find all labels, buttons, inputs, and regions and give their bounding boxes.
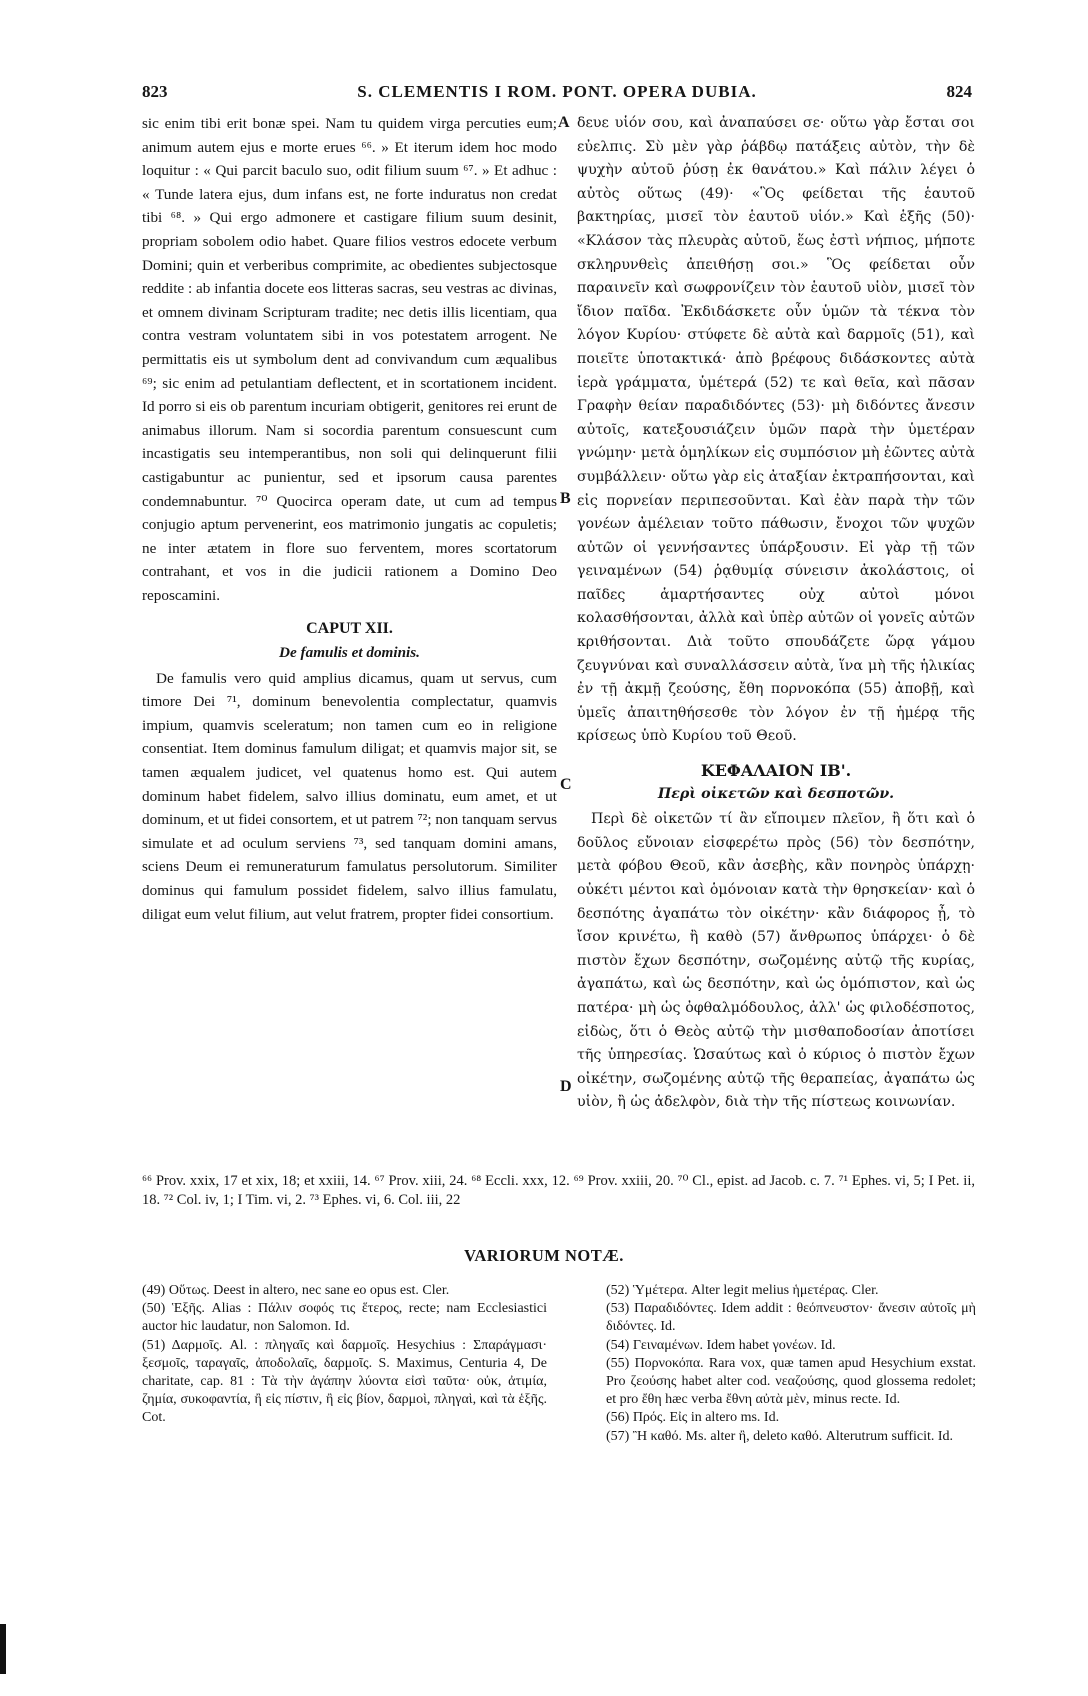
variorum-notes-left [142, 1282, 547, 1428]
variorum-notes-right [606, 1282, 976, 1446]
footnote-text: ⁶⁶ Prov. xxix, 17 et xix, 18; et xxiii, 14. ⁶⁷ Prov. xiii, 24. ⁶⁸ Eccli. xxx, 12. ⁶⁹ Prov. xxiii, 20. ⁷⁰ Cl., epist. ad Jacob. c. 7. ⁷¹ Ephes. vi, 5; I Pet. ii, 18. ⁷² Col. iv, 1; I Tim. vi, 2. ⁷³ Ephes. vi, 6. Col. iii, 22 [142, 1173, 975, 1208]
page-number-left: 823 [142, 82, 168, 101]
note-item: (57) Ἢ καθό. Ms. alter ἢ, deleto καθό. Alterutrum sufficit. Id. [606, 1428, 954, 1444]
latin-paragraph-2: De famulis vero quid amplius dicamus, quam ut servus, cum timore Dei ⁷¹, dominum benevolentia complectatur, quamvis impium, quamvis sceleratum; non tamen cum eo in religione consentiat. Item dominus famulum diligat; et quamvis major sit, se tamen æqualem judicet, vel quatenus homo est. Qui autem dominum habet fidelem, salvo illius dominatu, eum amet, et ut dominum, et ut fidei consortem, et ut patrem ⁷²; non tanquam servus simulate et ad oculum serviens ⁷³, sed tanquam domini amans, sciens Deum ei remuneraturum famulatus persolutorum. Similiter dominus qui famulum possidet fidelem, salvo illius famulatu, diligat eum velut filium, aut velut fratrem, propter fidei consortium. [142, 669, 557, 923]
footnotes [142, 1172, 975, 1210]
latin-column [142, 112, 557, 926]
scan-edge-mark [0, 1624, 6, 1674]
margin-marker-d: D [560, 1078, 572, 1095]
note-item: (51) Δαρμοῖς. Al. : πληγαῖς καὶ δαρμοῖς. Hesychius : Σπαράγμασι· ξεσμοῖς, ταραγαῖς, ἀποδολαῖς, δαρμοῖς. S. Maximus, Centuria 4, De charitate, cap. 81 : Τὰ τὴν ἀγάπην λύοντα εἰσὶ ταῦτα· οὐκ, ἀτιμία, ζημία, συκοφαντία, ἢ εἰς πίστιν, ἢ εἰς βίον, δαρμοὶ, πληγαὶ, καὶ τὰ ἑξῆς. Cot. [142, 1337, 547, 1426]
greek-paragraph-2: Περὶ δὲ οἰκετῶν τί ἂν εἴποιμεν πλεῖον, ἢ ὅτι καὶ ὁ δοῦλος εὔνοιαν εἰσφερέτω πρὸς (56) τὸν δεσπότην, μετὰ φόβου Θεοῦ, κἂν ἀσεβὴς, κἂν πονηρὸς ὑπάρχῃ· οὐκέτι μέντοι καὶ ὁμόνοιαν κατὰ τὴν θρησκείαν· καὶ ὁ δεσπότης ἀγαπάτω τὸν οἰκέτην· κἂν διάφορος ᾖ, τὸ ἴσον κρινέτω, ἢ καθὸ (57) ἄνθρωπος ὑπάρχει· ὁ δὲ πιστὸν ἔχων δεσπότην, σωζομένης αὐτῷ τῆς κυρίας, ἀγαπάτω, καὶ ὡς δεσπότην, καὶ ὡς ὁμόπιστον, καὶ ὡς πατέρα· μὴ ὡς ὀφθαλμόδουλος, ἀλλ' ὡς φιλοδέσποτος, εἰδὼς, ὅτι ὁ Θεὸς αὐτῷ τὴν μισθαποδοσίαν ἀποτίσει τῆς ὑπηρεσίας. Ὡσαύτως καὶ ὁ κύριος ὁ πιστὸν ἔχων οἰκέτην, σωζομένης αὐτῷ τῆς θεραπείας, ἀγαπάτω ὡς υἱὸν, ἢ ὡς ἀδελφὸν, διὰ τὴν τῆς πίστεως κοινωνίαν. [577, 811, 975, 1111]
page-header [142, 82, 972, 108]
note-item: (54) Γειναμένων. Idem habet γονέων. Id. [606, 1337, 836, 1353]
greek-chapter-subtitle: Περὶ οἰκετῶν καὶ δεσποτῶν. [657, 785, 895, 802]
note-item: (55) Πορνοκόπα. Rara vox, quæ tamen apud Hesychium exstat. Pro ζεούσης habet alter cod. νεαζούσης, quod glossema redolet; et pro ἔθη hæc verba ἔθνη αὐτὰ μὲν, minus recte. Id. [606, 1355, 976, 1408]
note-item: (49) Οὕτως. Deest in altero, nec sane eo opus est. Cler. [142, 1283, 450, 1298]
margin-marker-c: C [560, 776, 572, 793]
latin-paragraph-1: sic enim tibi erit bonæ spei. Nam tu quidem virga percuties eum; animum autem ejus e morte erues ⁶⁶. » Et iterum idem hoc modo loquitur : « Qui parcit baculo suo, odit filium suum ⁶⁷. » Et adhuc : « Tunde latera ejus, dum infans est, ne forte induratus non credat tibi ⁶⁸. » Qui ergo admonere et castigare filium suum desinit, propriam sobolem odio habet. Quare filios vestros edocete verbum Domini; quin et verberibus comprimite, ac obedientes subjectosque reddite : ab infantia docete eos litteras sacras, seu vestras ac divinas, et omnem divinam Scripturam tradite; nec detis illis licentiam, qua contra vestram voluntatem sibi in vos potestatem arrogent. Ne permittatis eis ut symbolum dent ad convivandum cum æqualibus ⁶⁹; sic enim ad petulantiam deflectent, et in scortationem incident. Id porro si eis ob parentum incuriam obtigerit, genitores rei erunt de animabus illorum. Nam si socordia parentum consuescunt cum incastigatis seu intemperantibus, non soli qui delinquerunt filii castigabuntur ac punientur, sed et ipsorum causa parentes condemnabuntur. ⁷⁰ Quocirca operam date, ut cum ad tempus conjugio aptum pervenerint, eos matrimonio jungatis ac copuletis; ne inter ætatem in flore suo ferventem, mores scortatorum contrahant, et vos in die judicii rationem a Domino Deo reposcamini. [142, 115, 557, 604]
greek-column [577, 112, 975, 1115]
latin-chapter-heading: CAPUT XII. [306, 620, 393, 638]
greek-paragraph-1: δευε υἱόν σου, καὶ ἀναπαύσει σε· οὕτω γὰρ ἔσται σοι εὐελπις. Σὺ μὲν γὰρ ῥάβδῳ πατάξεις αὐτὸν, τὴν δὲ ψυχὴν αὐτοῦ ῥύσῃ ἐκ θανάτου.» Καὶ πάλιν λέγει ὁ αὐτὸς οὕτως (49)· «Ὃς φείδεται τῆς ἑαυτοῦ βακτηρίας, μισεῖ τὸν ἑαυτοῦ υἱόν.» Καὶ ἑξῆς (50)· «Κλάσον τὰς πλευρὰς αὐτοῦ, ἕως ἐστὶ νήπιος, μήποτε σκληρυνθεὶς ἀπειθήσῃ σοι.» Ὃς φείδεται οὖν παραινεῖν καὶ σωφρονίζειν τὸν ἑαυτοῦ υἱὸν, μισεῖ τὸν ἴδιον παῖδα. Ἐκδιδάσκετε οὖν ὑμῶν τὰ τέκνα τὸν λόγον Κυρίου· στύφετε δὲ αὐτὰ καὶ δαρμοῖς (51), καὶ ποιεῖτε ὑποτακτικά· ἀπὸ βρέφους διδάσκοντες αὐτὰ ἱερὰ γράμματα, ὑμέτερά (52) τε καὶ θεῖα, καὶ πᾶσαν Γραφὴν θείαν παραδιδόντες (53)· μὴ διδόντες ἄνεσιν αὐτοῖς, κατεξουσιάζειν ὑμῶν παρὰ τὴν ὑμετέραν γνώμην· μετὰ ὁμηλίκων εἰς συμπόσιον μὴ ἐῶντες αὐτὰ συμβάλλειν· οὕτω γὰρ εἰς ἀταξίαν ἐκτραπήσονται, καὶ εἰς πορνείαν περιπεσοῦνται. Καὶ ἐὰν παρὰ τὴν τῶν γονέων ἀμέλειαν τοῦτο πάθωσιν, ἔνοχοι τῶν ψυχῶν αὐτῶν οἱ γεννήσαντες ὑπάρξουσιν. Εἰ γὰρ τῇ τῶν γειναμένων (54) ῥᾳθυμίᾳ σύνεισιν ἀκολάστοις, οἱ παῖδες ἁμαρτήσαντες οὐχ αὐτοὶ μόνοι κολασθήσονται, ἀλλὰ καὶ ὑπὲρ αὐτῶν οἱ γονεῖς αὐτῶν κριθήσονται. Διὰ τοῦτο σπουδάζετε ὥρᾳ γάμου ζευγνύναι καὶ συναλλάσσειν αὐτὰ, ἵνα μὴ τῆς ἡλικίας ἐν τῇ ἀκμῇ ζεούσης, ἔθη πορνοκόπα (55) ἀποβῇ, καὶ ὑμεῖς ἀπαιτηθήσεσθε τὸν λόγον ἐν τῇ ἡμέρᾳ τῆς κρίσεως ὑπὸ Κυρίου τοῦ Θεοῦ. [577, 115, 975, 745]
note-item: (52) Ὑμέτερα. Alter legit melius ἡμετέρας. Cler. [606, 1283, 879, 1298]
note-item: (50) Ἑξῆς. Alias : Πάλιν σοφός τις ἕτερος, recte; nam Ecclesiastici auctor hic laudatur, non Salomon. Id. [142, 1301, 547, 1335]
margin-marker-a: A [558, 114, 570, 131]
note-item: (53) Παραδιδόντες. Idem addit : θεόπνευστον· ἄνεσιν αὐτοῖς μὴ διδόντες. Id. [606, 1301, 976, 1335]
margin-marker-b: B [560, 490, 571, 507]
note-item: (56) Πρός. Εἰς in altero ms. Id. [606, 1410, 780, 1426]
greek-chapter-heading: ΚΕΦΑΛΑΙΟΝ ΙΒ'. [700, 761, 852, 781]
latin-chapter-subtitle: De famulis et dominis. [279, 644, 420, 662]
variorum-title: VARIORUM NOTÆ. [464, 1246, 624, 1265]
page-number-right: 824 [946, 82, 972, 101]
running-title: S. CLEMENTIS I ROM. PONT. OPERA DUBIA. [357, 82, 757, 101]
